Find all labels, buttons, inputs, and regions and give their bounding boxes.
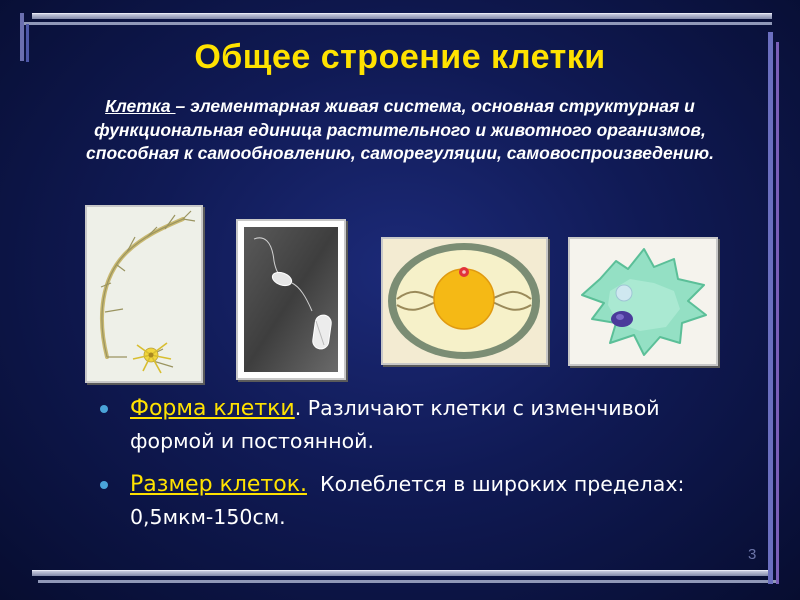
bottom-frame-line-inner <box>38 580 778 583</box>
bullet-dot <box>100 405 108 413</box>
bullet-heading-size: Размер клеток. <box>130 472 307 497</box>
page-number: 3 <box>748 546 757 563</box>
bullet-text-shape: Различают клетки с изменчивой формой и постоянной. <box>130 396 660 453</box>
bullet-item-shape <box>100 392 720 457</box>
bacteria-cells-image <box>236 219 346 380</box>
bottom-frame-line <box>32 570 772 576</box>
bullet-text-size: Колеблется в широких пределах: 0,5мкм-150см. <box>130 472 685 529</box>
definition-body: – элементарная живая система, основная структурная и функциональная единица растительного и животного организмов, способная к самообновлению, саморегуляции, самовоспроизведению. <box>86 96 714 163</box>
egg-cell-image <box>381 237 548 365</box>
amoeba-cell-image <box>568 237 718 366</box>
bullet-item-size <box>100 468 720 533</box>
right-frame-line-inner <box>776 42 779 584</box>
bullet-separator: . <box>294 396 308 420</box>
definition-text <box>55 95 745 166</box>
right-frame-line <box>768 32 773 584</box>
neuron-cell-image <box>85 205 203 383</box>
top-frame-line <box>32 13 772 19</box>
bullet-separator <box>307 472 320 496</box>
bullet-heading-shape: Форма клетки <box>130 396 295 421</box>
definition-term: Клетка <box>105 96 176 116</box>
bullet-list <box>100 392 720 544</box>
bullet-dot <box>100 481 108 489</box>
top-frame-line-inner <box>22 22 772 25</box>
slide-title: Общее строение клетки <box>194 38 606 76</box>
